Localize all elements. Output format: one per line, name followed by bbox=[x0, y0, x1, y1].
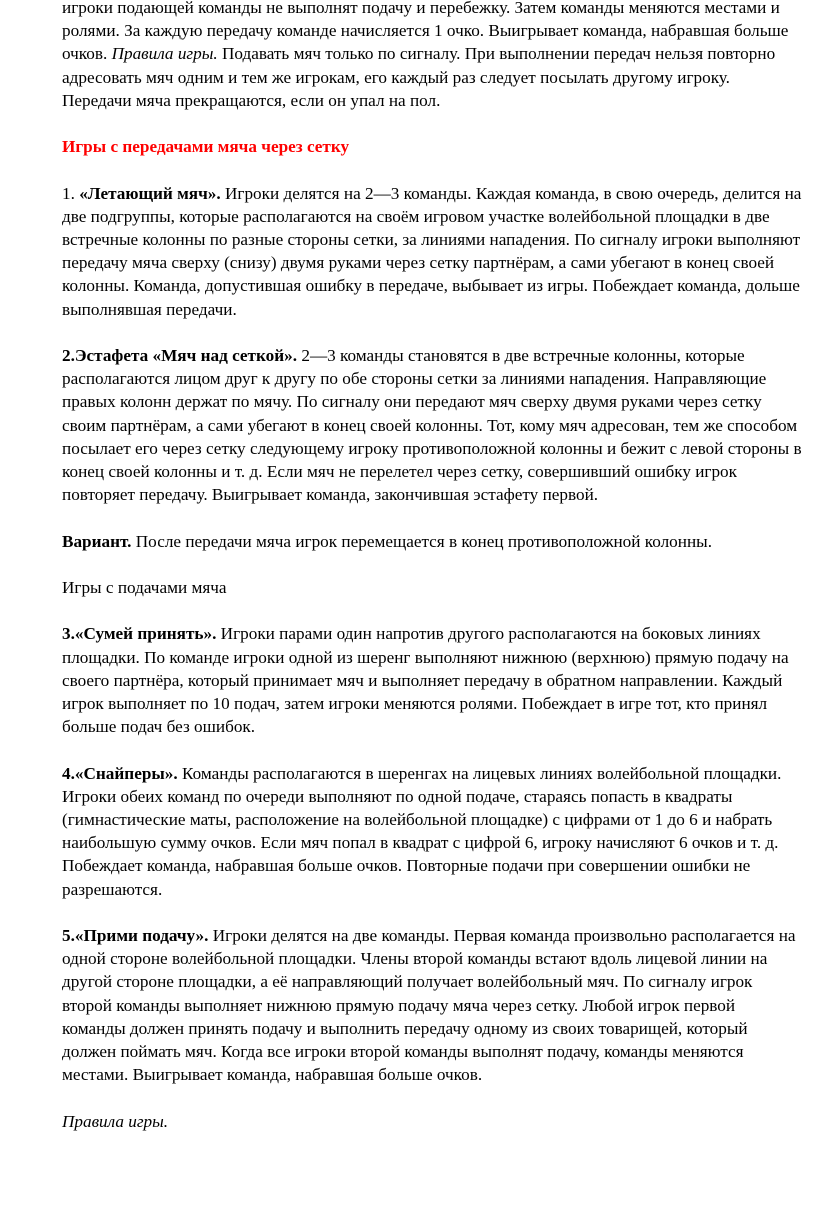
game1-text: Игроки делятся на 2—3 команды. Каждая команда, в свою очередь, делится на две подгруппы, которые располагаются на своём игровом участке волейбольной площадки в две встречные колонны по разные стороны сетки, за линиями нападения. По сигналу игроки выполняют передачу мяча сверху (снизу) двумя руками через сетку партнёрам, а сами убегают в конец своей колонны. Команда, допустившая ошибку в передаче, выбывает из игры. Побеждает команда, дольше выполнявшая передачи. bbox=[62, 183, 802, 319]
intro-text-b: Подавать мяч только по сигналу. При выполнении передач нельзя повторно адресовать мяч одним и тем же игрокам, его каждый раз следует посылать другому игроку. Передачи мяча прекращаются, если он упал на пол. bbox=[62, 44, 776, 110]
variant-label: Вариант. bbox=[62, 531, 132, 551]
game3-paragraph bbox=[62, 622, 802, 738]
variant-paragraph bbox=[62, 530, 802, 553]
game4-paragraph bbox=[62, 762, 802, 901]
variant-text: После передачи мяча игрок перемещается в конец противоположной колонны. bbox=[131, 531, 712, 551]
intro-paragraph bbox=[62, 0, 802, 112]
game5-text: Игроки делятся на две команды. Первая команда произвольно располагается на одной стороне волейбольной площадки. Члены второй команды встают вдоль лицевой линии на другой стороне площадки, а её направляющий получает волейбольный мяч. По сигналу игрок второй команды выполняет нижнюю прямую подачу мяча через сетку. Любой игрок первой команды должен принять подачу и выполнить передачу одному из своих товарищей, который должен поймать мяч. Когда все игроки второй команды выполнят подачу, команды меняются местами. Выигрывает команда, набравшая больше очков. bbox=[62, 926, 796, 1085]
intro-text-a: игроки подающей команды не выполнят подачу и перебежку. Затем команды меняются местами и ролями. За каждую передачу команде начисляется 1 очко. Выигрывает команда, набравшая больше очков. bbox=[62, 0, 789, 64]
game5-paragraph bbox=[62, 924, 802, 1086]
game1-paragraph bbox=[62, 182, 802, 321]
document-page bbox=[62, 0, 802, 1156]
game5-title: 5.«Прими подачу». bbox=[62, 926, 209, 945]
rules-footer-label: Правила игры. bbox=[62, 1111, 169, 1131]
intro-rules-label: Правила игры. bbox=[111, 44, 218, 64]
game2-text: 2—3 команды становятся в две встречные колонны, которые располагаются лицом друг к другу по обе стороны сетки за линиями нападения. Направляющие правых колонн держат по мячу. По сигналу они передают мяч сверху двумя руками через сетку своим партнёрам, а сами убегают в конец своей колонны. Тот, кому мяч адресован, тем же способом посылает его через сетку следующему игроку противоположной колонны и бежит с левой стороны в конец своей колонны и т. д. Если мяч не перелетел через сетку, совершивший ошибку игрок повторяет передачу. Выигрывает команда, закончившая эстафету первой. bbox=[62, 346, 802, 505]
game2-title: 2.Эстафета «Мяч над сеткой». bbox=[62, 346, 298, 365]
rules-footer bbox=[62, 1110, 802, 1133]
game3-text: Игроки парами один напротив другого располагаются на боковых линиях площадки. По команде игроки одной из шеренг выполняют нижнюю (верхнюю) прямую подачу на своего партнёра, который принимает мяч и выполняет передачу в обратном направлении. Каждый игрок выполняет по 10 подач, затем игроки меняются ролями. Побеждает в игре тот, кто принял больше подач без ошибок. bbox=[62, 624, 789, 737]
game4-text: Команды располагаются в шеренгах на лицевых линиях волейбольной площадки. Игроки обеих команд по очереди выполняют по одной подаче, стараясь попасть в квадраты (гимнастические маты, расположение на волейбольной площадке) с цифрами от 1 до 6 и набрать наибольшую сумму очков. Если мяч попал в квадрат с цифрой 6, игроку начисляют 6 очков и т. д. Побеждает команда, набравшая больше очков. Повторные подачи при совершении ошибки не разрешаются. bbox=[62, 763, 782, 899]
section-heading-net: Игры с передачами мяча через сетку bbox=[62, 137, 350, 157]
section-heading-serve: Игры с подачами мяча bbox=[62, 578, 227, 597]
game4-title: 4.«Снайперы». bbox=[62, 763, 178, 783]
game2-paragraph bbox=[62, 344, 802, 506]
game1-title: «Летающий мяч». bbox=[79, 183, 221, 203]
game1-number: 1. bbox=[62, 183, 80, 203]
game3-title: 3.«Сумей принять». bbox=[62, 624, 217, 644]
